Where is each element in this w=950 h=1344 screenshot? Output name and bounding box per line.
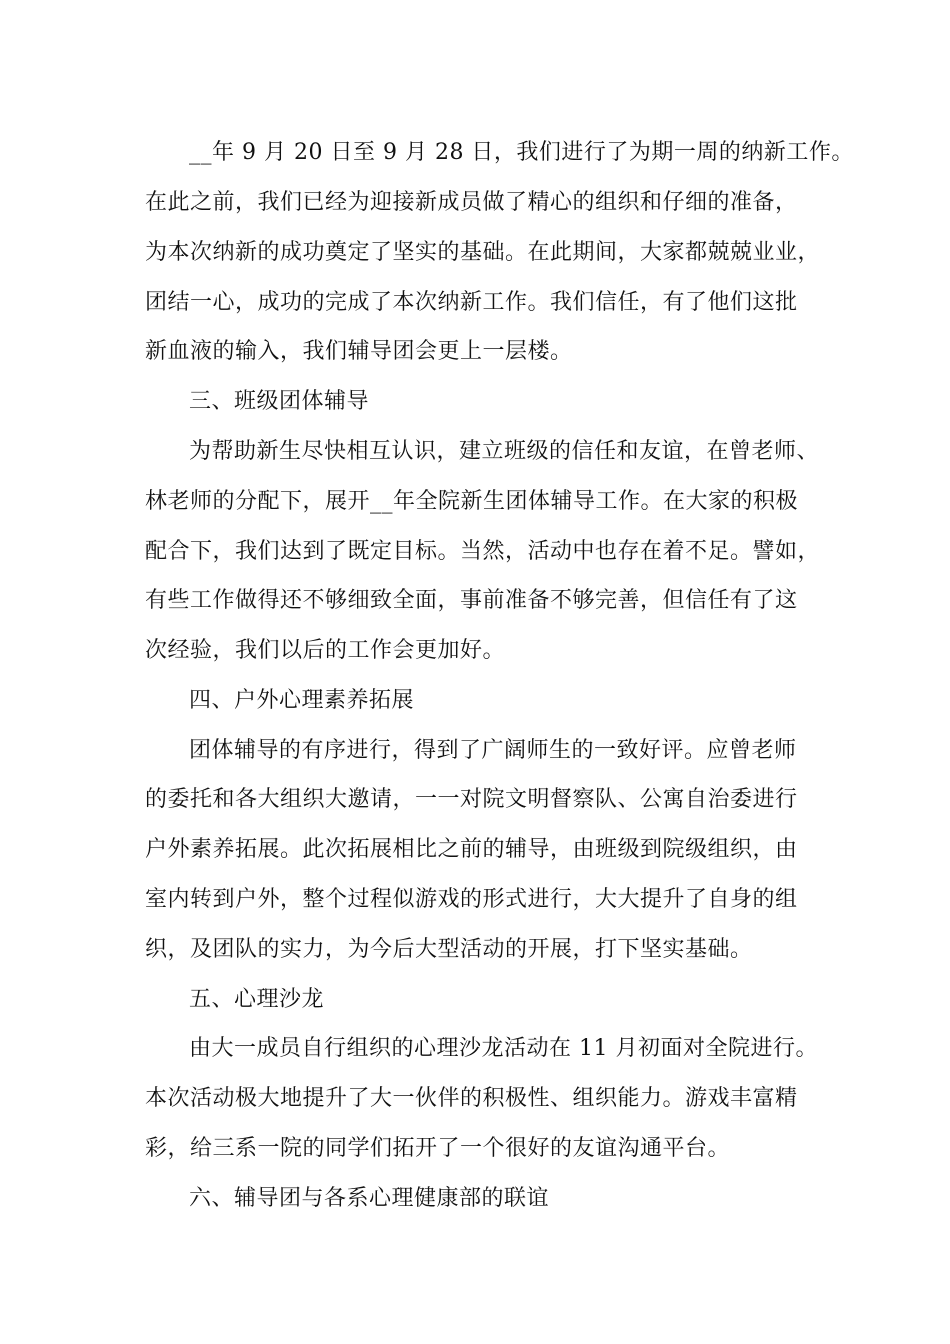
paragraph-line: 新血液的输入，我们辅导团会更上一层楼。 <box>145 339 573 364</box>
paragraph-line: __年 9 月 20 日至 9 月 28 日，我们进行了为期一周的纳新工作。 <box>189 140 854 165</box>
paragraph-line: 织，及团队的实力，为今后大型活动的开展，打下坚实基础。 <box>145 937 753 962</box>
section-heading: 四、户外心理素养拓展 <box>189 688 415 713</box>
paragraph-line: 为帮助新生尽快相互认识，建立班级的信任和友谊，在曾老师、 <box>189 439 820 464</box>
paragraph-line: 配合下，我们达到了既定目标。当然，活动中也存在着不足。譬如， <box>145 539 821 564</box>
section-heading: 三、班级团体辅导 <box>189 389 370 414</box>
paragraph-line: 次经验，我们以后的工作会更加好。 <box>145 638 506 663</box>
section-heading: 六、辅导团与各系心理健康部的联谊 <box>189 1186 550 1211</box>
paragraph-line: 在此之前，我们已经为迎接新成员做了精心的组织和仔细的准备， <box>145 190 798 215</box>
paragraph-line: 团体辅导的有序进行，得到了广阔师生的一致好评。应曾老师 <box>189 738 797 763</box>
paragraph-line: 的委托和各大组织大邀请，一一对院文明督察队、公寓自治委进行 <box>145 787 798 812</box>
paragraph-line: 有些工作做得还不够细致全面，事前准备不够完善，但信任有了这 <box>145 588 798 613</box>
paragraph-line: 户外素养拓展。此次拓展相比之前的辅导，由班级到院级组织，由 <box>145 837 798 862</box>
paragraph-line: 室内转到户外，整个过程似游戏的形式进行，大大提升了自身的组 <box>145 887 798 912</box>
paragraph-line: 团结一心，成功的完成了本次纳新工作。我们信任，有了他们这批 <box>145 290 798 315</box>
paragraph-line: 本次活动极大地提升了大一伙伴的积极性、组织能力。游戏丰富精 <box>145 1086 798 1111</box>
paragraph-line: 彩，给三系一院的同学们拓开了一个很好的友谊沟通平台。 <box>145 1136 731 1161</box>
section-heading: 五、心理沙龙 <box>189 987 325 1012</box>
paragraph-line: 由大一成员自行组织的心理沙龙活动在 11 月初面对全院进行。 <box>189 1036 818 1061</box>
paragraph-line: 为本次纳新的成功奠定了坚实的基础。在此期间，大家都兢兢业业， <box>145 240 821 265</box>
paragraph-line: 林老师的分配下，展开__年全院新生团体辅导工作。在大家的积极 <box>145 489 799 514</box>
